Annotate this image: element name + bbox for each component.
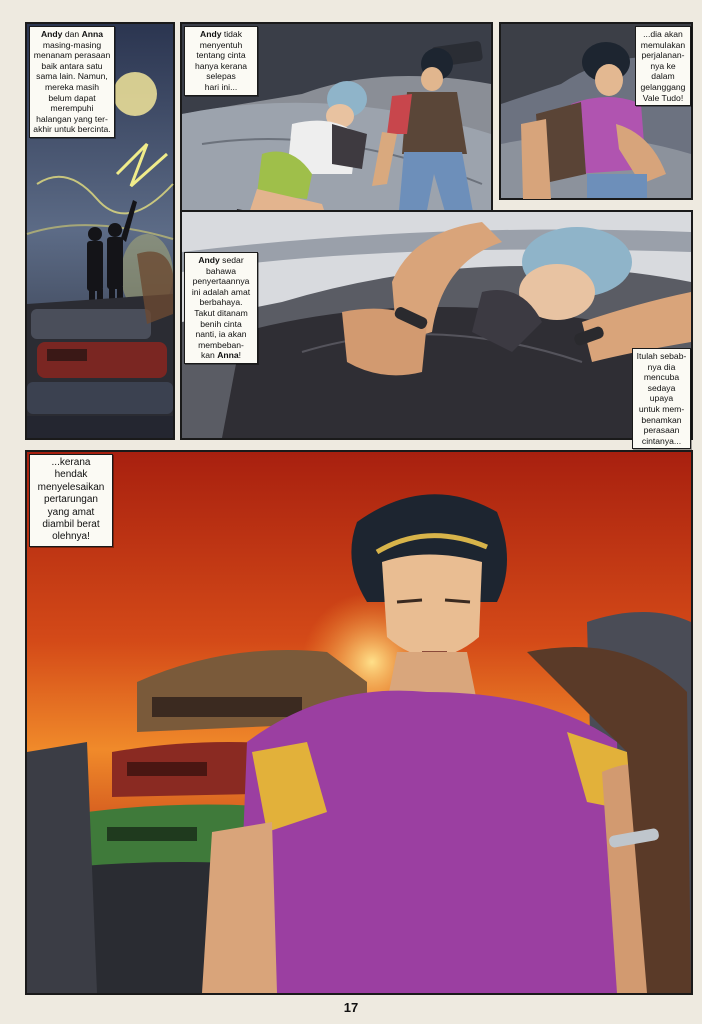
caption-line: Andy tidak: [199, 29, 243, 39]
caption-line: mencuba: [643, 372, 680, 383]
caption-line: benih cinta: [200, 318, 242, 329]
caption-line: yang amat: [47, 506, 95, 518]
andy-face: [382, 555, 482, 658]
caption-line: pertarungan: [44, 494, 98, 506]
caption-line: mereka masih: [45, 81, 99, 92]
andy-left-arm: [202, 822, 277, 993]
caption-line: merempuhi: [50, 103, 94, 114]
caption-bury-feelings: [632, 348, 691, 449]
caption-line: benamkan: [641, 414, 682, 425]
caption-line: tentang cinta: [196, 50, 246, 61]
caption-line: perjalanan-: [641, 50, 685, 61]
caption-line: untuk mem-: [638, 403, 685, 414]
caption-important-fight: [29, 454, 113, 547]
panel-storm-silhouettes: [25, 22, 175, 440]
caption-line: nya dia: [647, 361, 676, 372]
panel-sunset-andy: [25, 450, 693, 995]
moon-glow: [113, 72, 157, 116]
caption-line: selepas: [206, 71, 236, 82]
caption-line: menyentuh: [199, 39, 243, 50]
caption-line: Andy sedar: [198, 255, 244, 265]
caption-line: nanti, ia akan: [195, 329, 247, 340]
caption-line: Takut ditanam: [194, 307, 248, 318]
caption-line: baik antara satu: [41, 60, 103, 71]
caption-line: olehnya!: [52, 531, 90, 543]
caption-line: nya ke: [650, 60, 676, 71]
caption-andy-anna-feelings: [29, 26, 115, 138]
caption-line: gelanggang: [640, 81, 686, 92]
caption-line: penyertaannya: [192, 276, 250, 287]
caption-line: masing-masing: [42, 39, 102, 50]
caption-line: sama lain. Namun,: [36, 71, 108, 82]
caption-dangerous-participation: [184, 252, 258, 364]
sunset-scene-art: [27, 452, 691, 993]
caption-line: Andy dan Anna: [40, 29, 104, 39]
caption-line: bahawa: [205, 265, 237, 276]
caption-line: hanya kerana: [194, 60, 248, 71]
caption-line: dalam: [651, 71, 675, 82]
caption-line: ...kerana: [51, 457, 91, 468]
caption-line: kan Anna!: [200, 350, 242, 361]
anna-resting-art: [182, 212, 691, 438]
caption-line: Vale Tudo!: [642, 92, 684, 103]
caption-line: hendak: [54, 469, 88, 481]
caption-andy-no-love: [184, 26, 258, 96]
caption-line: belum dapat: [48, 92, 96, 103]
panel-andy-purple-shirt: [499, 22, 693, 200]
caption-line: cintanya...: [641, 435, 682, 446]
caption-line: ini adalah amat: [191, 286, 251, 297]
caption-line: hari ini...: [204, 81, 238, 92]
caption-line: ...dia akan: [643, 29, 683, 39]
caption-line: diambil berat: [42, 519, 100, 531]
caption-line: menyelesaikan: [37, 481, 105, 493]
caption-line: membeban-: [198, 339, 244, 350]
caption-line: perasaan: [643, 425, 680, 436]
caption-line: halangan yang ter-: [36, 113, 108, 124]
caption-line: menanam perasaan: [33, 50, 111, 61]
caption-line: Itulah sebab-: [636, 351, 687, 361]
panel-anna-resting: [180, 210, 693, 446]
caption-line: sedaya upaya: [647, 382, 676, 404]
caption-vale-tudo: [635, 26, 691, 106]
page-number: 17: [343, 1000, 359, 1015]
caption-line: berbahaya.: [199, 297, 243, 308]
caption-line: memulakan: [640, 39, 686, 50]
caption-line: akhir untuk bercinta.: [33, 124, 111, 135]
